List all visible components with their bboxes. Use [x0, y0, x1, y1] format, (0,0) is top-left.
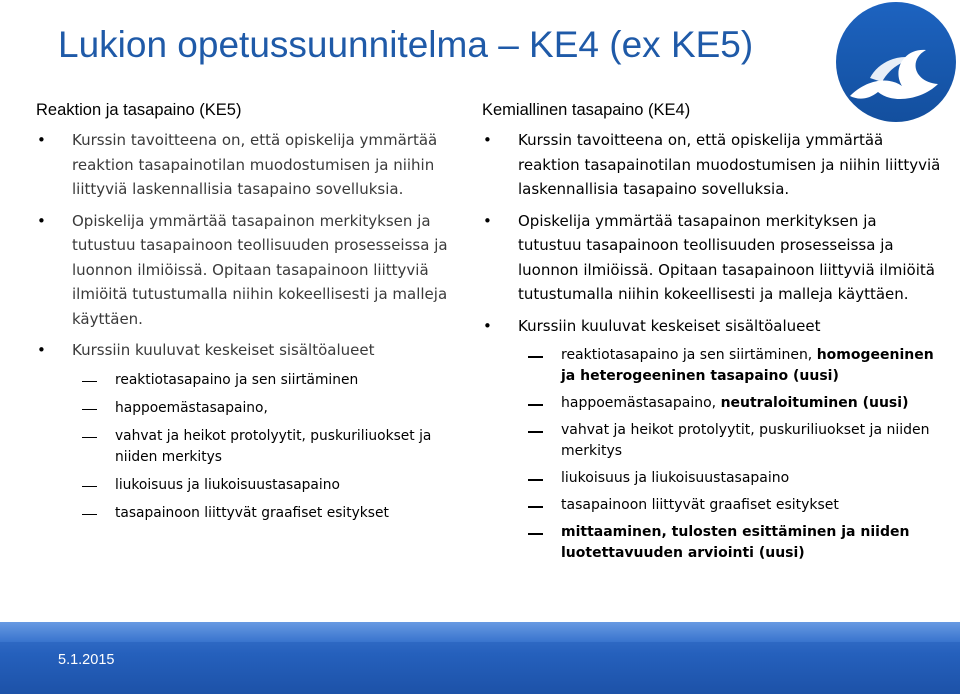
left-bullet-understanding: • Opiskelija ymmärtää tasapainon merkityksen ja tutustuu tasapainoon teollisuuden prosesseissa ja luonnon ilmiöissä. Opitaan tasapainoon liittyviä ilmiöitä tutustumalla niihin kokeellisesti ja malleja käyttäen.: [36, 209, 456, 332]
right-bullet-contents: [482, 314, 942, 565]
left-bullet-contents: [36, 338, 456, 524]
left-sub-item: tasapainoon liittyvät graafiset esitykset: [72, 503, 456, 524]
right-sub-item-new-text: neutraloituminen (uusi): [720, 395, 909, 411]
left-bullet-list: [36, 128, 456, 524]
footer-bar: [0, 622, 960, 694]
left-sub-item: happoemästasapaino,: [72, 398, 456, 419]
left-sub-item: liukoisuus ja liukoisuustasapaino: [72, 475, 456, 496]
footer-date: 5.1.2015: [58, 652, 115, 668]
right-bullet-contents-label: Kurssiin kuuluvat keskeiset sisältöalueet: [518, 316, 821, 335]
left-sub-list: [72, 370, 456, 524]
footer-highlight: [0, 622, 960, 642]
right-sub-item: tasapainoon liittyvät graafiset esitykset: [518, 495, 942, 516]
left-column-heading: Reaktion ja tasapaino (KE5): [36, 101, 242, 119]
right-sub-item: [518, 522, 942, 564]
left-sub-item: vahvat ja heikot protolyytit, puskuriliuokset ja niiden merkitys: [72, 426, 456, 468]
left-sub-item: reaktiotasapaino ja sen siirtäminen: [72, 370, 456, 391]
right-sub-list: [518, 345, 942, 564]
right-bullet-understanding: • Opiskelija ymmärtää tasapainon merkityksen ja tutustuu tasapainoon teollisuuden prosesseissa ja luonnon ilmiöissä. Opitaan tasapainoon liittyviä ilmiöitä tutustumalla niihin kokeellisesti ja malleja käyttäen.: [482, 209, 942, 307]
right-sub-item: vahvat ja heikot protolyytit, puskuriliuokset ja niiden merkitys: [518, 420, 942, 462]
left-column: [36, 98, 456, 531]
right-sub-item-text: reaktiotasapaino ja sen siirtäminen,: [561, 347, 813, 363]
right-bullet-goal: • Kurssin tavoitteena on, että opiskelija ymmärtää reaktion tasapainotilan muodostumisen ja niihin liittyviä laskennallisia tasapaino sovelluksia.: [482, 128, 942, 202]
right-bullet-list: [482, 128, 942, 564]
right-sub-item-new-text: homogeeninen ja heterogeeninen tasapaino (uusi): [561, 347, 934, 384]
right-column-heading: Kemiallinen tasapaino (KE4): [482, 101, 691, 119]
right-sub-item-new-text: mittaaminen, tulosten esittäminen ja niiden luotettavuuden arviointi (uusi): [561, 524, 910, 561]
left-bullet-contents-label: Kurssiin kuuluvat keskeiset sisältöalueet: [72, 341, 375, 359]
right-sub-item: liukoisuus ja liukoisuustasapaino: [518, 468, 942, 489]
right-sub-item: [518, 393, 942, 414]
slide-title: Lukion opetussuunnitelma – KE4 (ex KE5): [58, 24, 754, 65]
right-sub-item-text: happoemästasapaino,: [561, 395, 717, 411]
right-column: [482, 98, 942, 571]
left-bullet-goal: • Kurssin tavoitteena on, että opiskelija ymmärtää reaktion tasapainotilan muodostumisen ja niihin liittyviä laskennallisia tasapaino sovelluksia.: [36, 128, 456, 202]
right-sub-item: [518, 345, 942, 387]
